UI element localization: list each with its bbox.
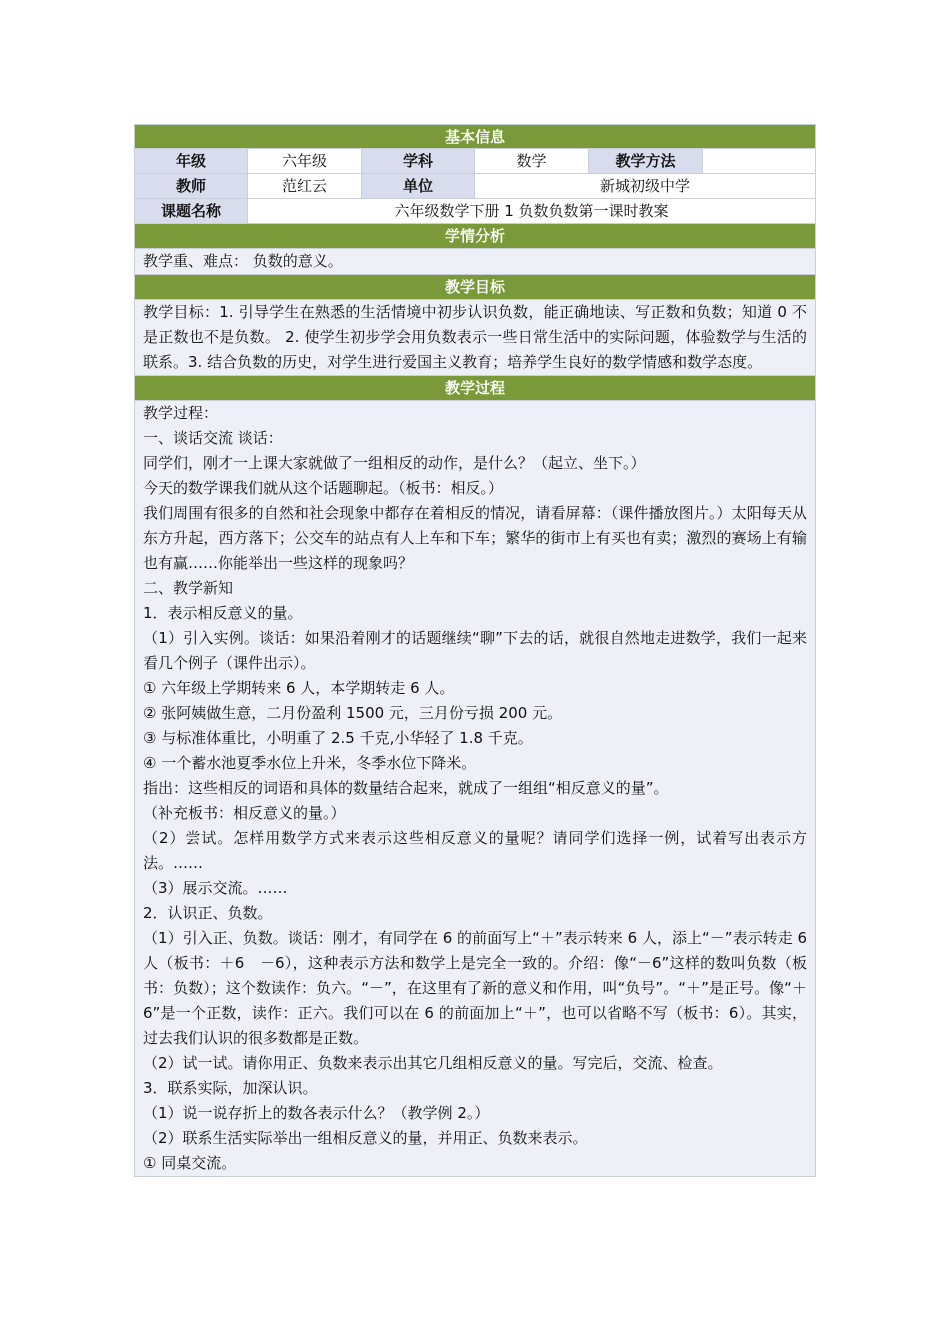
section-header-goals: 教学目标 bbox=[134, 275, 816, 300]
process-line: 教学过程： bbox=[143, 404, 219, 422]
goals-text: 教学目标：1. 引导学生在熟悉的生活情境中初步认识负数，能正确地读、写正数和负数；知道 0 不是正数也不是负数。 2. 使学生初步学会用负数表示一些日常生活中的实际问题，体验数学与生活的联系。3. 结合负数的历史，对学生进行爱国主义教育；培养学生良好的数学情感和数学态度。 bbox=[143, 303, 807, 371]
process-line: ③ 与标准体重比，小明重了 2.5 千克,小华轻了 1.8 千克。 bbox=[143, 729, 533, 747]
info-row-1 bbox=[134, 149, 816, 174]
process-line: （2）尝试。怎样用数学方式来表示这些相反意义的量呢？请同学们选择一例，试着写出表示方法。…… bbox=[143, 829, 807, 872]
info-row-2 bbox=[134, 174, 816, 199]
grade-label: 年级 bbox=[135, 149, 248, 173]
process-line: 我们周围有很多的自然和社会现象中都存在着相反的情况，请看屏幕：（课件播放图片。）太阳每天从东方升起，西方落下；公交车的站点有人上车和下车；繁华的街市上有买也有卖；激烈的赛场上有输也有赢……你能举出一些这样的现象吗？ bbox=[143, 504, 807, 572]
topic-value: 六年级数学下册 1 负数负数第一课时教案 bbox=[248, 199, 815, 223]
process-line: 2．认识正、负数。 bbox=[143, 904, 273, 922]
process-line: 一、谈话交流 谈话： bbox=[143, 429, 283, 447]
process-line: 同学们，刚才一上课大家就做了一组相反的动作，是什么？（起立、坐下。） bbox=[143, 454, 646, 472]
process-line: （补充板书：相反意义的量。） bbox=[143, 804, 346, 822]
section-header-process: 教学过程 bbox=[134, 376, 816, 401]
process-line: ① 同桌交流。 bbox=[143, 1154, 237, 1172]
process-body bbox=[134, 401, 816, 1177]
process-line: （1）引入实例。谈话：如果沿着刚才的话题继续“聊”下去的话，就很自然地走进数学，我们一起来看几个例子（课件出示）。 bbox=[143, 629, 807, 672]
subject-label: 学科 bbox=[362, 149, 475, 173]
process-line: ④ 一个蓄水池夏季水位上升米，冬季水位下降米。 bbox=[143, 754, 477, 772]
process-line: （2）试一试。请你用正、负数来表示出其它几组相反意义的量。写完后，交流、检查。 bbox=[143, 1054, 723, 1072]
topic-label: 课题名称 bbox=[135, 199, 248, 223]
unit-value: 新城初级中学 bbox=[475, 174, 815, 198]
process-line: （1）引入正、负数。谈话：刚才，有同学在 6 的前面写上“＋”表示转来 6 人，添上“－”表示转走 6 人（板书：＋6 －6），这种表示方法和数学上是完全一致的。介绍：像“－6”这样的数叫负数（板书：负数）；这个数读作：负六。“－”，在这里有了新的意义和作用，叫“负号”。“＋”是正号。像“＋6”是一个正数，读作：正六。我们可以在 6 的前面加上“＋”，也可以省略不写（板书：6）。其实，过去我们认识的很多数都是正数。 bbox=[143, 929, 807, 1047]
process-line: ① 六年级上学期转来 6 人，本学期转走 6 人。 bbox=[143, 679, 455, 697]
goals-body bbox=[134, 300, 816, 376]
analysis-body bbox=[134, 249, 816, 275]
section-header-analysis: 学情分析 bbox=[134, 224, 816, 249]
info-row-3 bbox=[134, 199, 816, 224]
subject-value: 数学 bbox=[475, 149, 589, 173]
process-line: ② 张阿姨做生意，二月份盈利 1500 元，三月份亏损 200 元。 bbox=[143, 704, 563, 722]
process-line: 1．表示相反意义的量。 bbox=[143, 604, 303, 622]
process-line: （3）展示交流。…… bbox=[143, 879, 288, 897]
process-line: 指出：这些相反的词语和具体的数量结合起来，就成了一组组“相反意义的量”。 bbox=[143, 779, 669, 797]
analysis-text: 教学重、难点： 负数的意义。 bbox=[143, 252, 343, 270]
teaching-method-value bbox=[703, 149, 815, 173]
teacher-label: 教师 bbox=[135, 174, 248, 198]
teacher-value: 范红云 bbox=[248, 174, 362, 198]
process-line: 今天的数学课我们就从这个话题聊起。（板书：相反。） bbox=[143, 479, 504, 497]
section-header-basic-info: 基本信息 bbox=[134, 124, 816, 149]
process-line: （2）联系生活实际举出一组相反意义的量，并用正、负数来表示。 bbox=[143, 1129, 588, 1147]
grade-value: 六年级 bbox=[248, 149, 362, 173]
process-line: 二、教学新知 bbox=[143, 579, 234, 597]
lesson-plan-table bbox=[134, 124, 816, 1177]
process-line: （1）说一说存折上的数各表示什么？（教学例 2。） bbox=[143, 1104, 490, 1122]
process-line: 3．联系实际，加深认识。 bbox=[143, 1079, 318, 1097]
unit-label: 单位 bbox=[362, 174, 475, 198]
teaching-method-label: 教学方法 bbox=[589, 149, 703, 173]
